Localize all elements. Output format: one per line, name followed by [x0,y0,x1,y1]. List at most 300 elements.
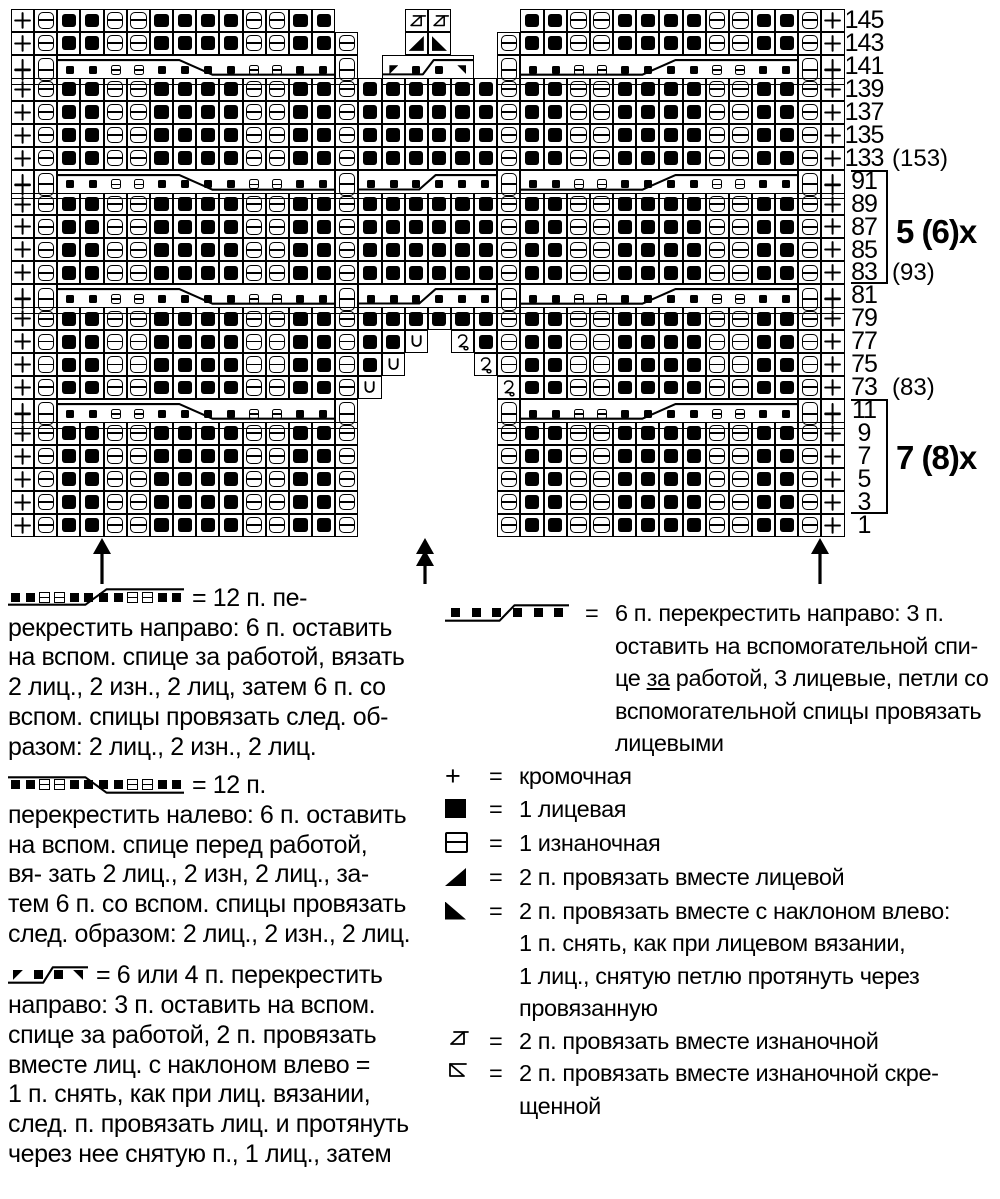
cell-yarnover [358,376,381,399]
cell-knit [613,330,636,353]
cell-knit [405,307,428,330]
purl-square-icon [38,448,54,464]
knit-square-icon [386,82,400,96]
knit-square-icon [224,36,238,50]
cell-knit [775,330,798,353]
cell-knit [752,124,775,147]
purl-square-icon [107,35,123,51]
legend-symbol [445,793,489,827]
mini-knit-icon [690,295,698,303]
knit-square-icon [85,472,99,486]
mini-knit-icon [412,295,420,303]
mini-knit-icon [621,66,629,74]
empty-space [497,9,520,32]
knit-square-icon [154,266,168,280]
empty-space [474,514,497,537]
purl-square-icon [732,334,748,350]
cell-purl [104,32,127,55]
row-number-3: 3 [857,487,871,516]
knit-square-icon [62,266,76,280]
cell-knit [150,101,173,124]
purl-square-icon [732,219,748,235]
cell-purl [706,32,729,55]
cell-knit [659,32,682,55]
knit-square-icon [201,335,215,349]
purl-square-icon [802,379,818,395]
cell-knit [683,491,706,514]
cell-purl [127,422,150,445]
cell-knit [57,78,80,101]
purl-square-icon [709,425,725,441]
knit-square-icon [525,151,539,165]
cell-knit [289,445,312,468]
cell-purl [104,330,127,353]
purl-square-icon [107,356,123,372]
knit-square-icon [618,449,632,463]
row-number-5: 5 [857,465,871,493]
repeat-count-label: 7 (8)x [896,439,977,476]
knit-square-icon [85,82,99,96]
knit-square-icon [525,381,539,395]
purl-square-icon [269,379,285,395]
cell-purl [266,215,289,238]
cell-knit [775,261,798,284]
mini-knit-icon [367,180,375,188]
chart-row-87 [11,215,845,238]
knit-square-icon [757,495,771,509]
knit-square-icon [178,105,192,119]
cable-6-right-icon [445,601,569,625]
cell-knit [752,261,775,284]
knit-square-icon [618,266,632,280]
legend-item [445,1025,997,1058]
empty-space [474,445,497,468]
cell-purl [34,422,57,445]
knit-square-icon [178,472,192,486]
knit-square-icon [641,472,655,486]
cell-knit [312,468,335,491]
knit-square-icon [479,82,493,96]
cell-knit [382,193,405,216]
cell-knit [150,193,173,216]
purl-square-icon [38,12,54,28]
cell-knit [683,514,706,537]
cell-knit [150,468,173,491]
knit-square-icon [154,36,168,50]
empty-space [358,422,381,445]
empty-space [451,422,474,445]
cell-knit [683,307,706,330]
cell-knit [358,101,381,124]
knit-square-icon [201,312,215,326]
cell-twisted-loop [474,353,497,376]
cell-purl [798,9,821,32]
knit-square-icon [409,220,423,234]
cell-knit [405,147,428,170]
up-arrow-icon [88,538,116,584]
cell-purl [104,353,127,376]
knit-square-icon [618,472,632,486]
knit-square-icon [386,197,400,211]
cell-knit [636,193,659,216]
knit-square-icon [618,312,632,326]
cell-knit [312,514,335,537]
mini-knit-icon [667,66,675,74]
mini-knit-icon [66,410,74,418]
legend-text-line: след. п. провязать лиц. и протянуть [8,1109,409,1138]
cell-knit [659,147,682,170]
empty-space [405,353,428,376]
purl-square-icon [130,494,146,510]
knit-square-icon [178,335,192,349]
knit-square-icon [201,243,215,257]
mini-purl-icon [134,179,144,189]
mini-purl-icon [597,409,607,419]
cell-purl [266,376,289,399]
cell-knit [173,422,196,445]
equals-sign: = [489,762,503,789]
cell-knit [405,215,428,238]
knit-square-icon [224,220,238,234]
empty-space [382,422,405,445]
mini-knit-icon [458,180,466,188]
cell-purl [127,193,150,216]
cell-knit [752,445,775,468]
cell-knit [544,238,567,261]
cell-knit [289,514,312,537]
mini-purl-icon [574,294,584,304]
cell-knit [80,215,103,238]
cell-purl [706,445,729,468]
purl-square-icon [802,334,818,350]
knit-square-icon [525,312,539,326]
cell-purl [590,422,613,445]
cell-knit [289,491,312,514]
chart-row-3 [11,491,845,514]
purl-square-icon [501,104,517,120]
mini-knit-icon [204,295,212,303]
knit-square-icon [85,243,99,257]
knit-square-icon [780,220,794,234]
cell-purl [34,376,57,399]
mini-knit-icon [667,295,675,303]
cell-knit [312,307,335,330]
mini-knit-icon [181,66,189,74]
cell-purl [706,147,729,170]
cell-knit [775,353,798,376]
cell-selvedge [11,353,34,376]
knit-square-icon [780,151,794,165]
cell-knit [57,307,80,330]
cell-knit [636,422,659,445]
cell-purl [706,468,729,491]
legend-item [445,597,997,760]
purl-square-icon [107,242,123,258]
mini-knit-icon [319,295,327,303]
cell-purl [567,147,590,170]
mini-knit-icon [458,295,466,303]
knit-square-icon [780,449,794,463]
cell-purl [798,261,821,284]
knit-square-icon [178,243,192,257]
knit-square-icon [641,381,655,395]
knit-square-icon [85,449,99,463]
legend-text-line: через нее снятую п., 1 лиц., затем [8,1139,392,1168]
cell-knit [173,9,196,32]
cell-knit [520,32,543,55]
knit-square-icon [641,14,655,28]
knit-square-icon [62,82,76,96]
cell-purl [567,353,590,376]
cell-knit [752,78,775,101]
cell-purl [798,514,821,537]
cell-knit [289,238,312,261]
cell-purl [243,101,266,124]
purl-square-icon [709,471,725,487]
purl-square-icon [246,219,262,235]
cell-knit [775,78,798,101]
knit-square-icon [178,128,192,142]
cell-knit [683,376,706,399]
cell-k2tog [405,32,428,55]
cell-knit [196,422,219,445]
knit-square-icon [62,220,76,234]
legend-text-line: на вспом. спице за работой, вязать [8,643,405,672]
knit-square-icon [664,426,678,440]
row-number-145: 145 [844,6,884,34]
purl-square-icon [339,517,355,533]
knit-square-icon [780,14,794,28]
cell-knit [636,78,659,101]
knit-square-icon [445,799,466,818]
cell-knit [196,491,219,514]
knit-square-icon [641,220,655,234]
purl-square-icon [107,12,123,28]
cell-purl [706,376,729,399]
cell-purl [266,261,289,284]
knit-square-icon [687,36,701,50]
mini-knit-icon [89,66,97,74]
cell-knit [659,78,682,101]
cell-knit [520,78,543,101]
knit-square-icon [664,335,678,349]
purl-square-icon [732,265,748,281]
knit-square-icon [317,312,331,326]
purl-square-icon [732,379,748,395]
cell-purl [567,261,590,284]
cell-knit [775,422,798,445]
row-number-1: 1 [857,510,871,539]
cell-purl [567,422,590,445]
knit-square-icon [85,220,99,234]
cell-knit [173,376,196,399]
cell-knit [474,238,497,261]
mini-knit-icon [66,66,74,74]
cell-purl [567,238,590,261]
purl-square-icon [501,356,517,372]
knit-square-icon [317,335,331,349]
purl-square-icon [732,150,748,166]
legend-text-line: = 12 п. [8,771,442,801]
cell-purl [706,9,729,32]
cell-purl [497,330,520,353]
cell-knit [405,261,428,284]
knit-square-icon [178,358,192,372]
legend-text-line: 2 лиц., 2 изн., 2 лиц, затем 6 п. со [8,673,386,702]
cell-knit [80,468,103,491]
purl-square-icon [107,448,123,464]
knit-square-icon [201,220,215,234]
mini-knit-icon [227,410,235,418]
knit-square-icon [525,128,539,142]
cell-knit [520,238,543,261]
legend-description: 2 п. провязать вместе изнаночной [519,1027,879,1054]
legend-description: 2 п. провязать вместе с наклоном влево: 1 п. снять, как при лицевом вязании, 1 лиц., снятую петлю протянуть через провязанную [519,897,950,1021]
chart-row-7 [11,445,845,468]
purl-square-icon [246,334,262,350]
cell-knit [150,353,173,376]
chart-row-1 [11,514,845,537]
knit-square-icon [618,518,632,532]
purl-square-icon [130,356,146,372]
empty-space [474,32,497,55]
cell-purl [798,330,821,353]
empty-space [451,514,474,537]
purl-square-icon [269,265,285,281]
mini-purl-icon [272,65,282,75]
purl-square-icon [130,12,146,28]
mini-knit-icon [667,410,675,418]
cell-knit [219,147,242,170]
mini-knit-icon [158,295,166,303]
knit-square-icon [687,82,701,96]
chart-row-11 [11,399,845,422]
mini-knit-icon [412,180,420,188]
cell-purl [266,238,289,261]
purl-square-icon [501,196,517,212]
row-number-133: 133 [844,143,884,172]
cell-knit [613,78,636,101]
purl-square-icon [593,265,609,281]
cell-knit [544,261,567,284]
p2tog-triangle-icon [445,1025,470,1049]
cell-knit [57,9,80,32]
cell-purl [34,307,57,330]
row-number-135: 135 [844,120,884,149]
cell-purl [243,376,266,399]
purl-square-icon [38,379,54,395]
cell-knit [451,193,474,216]
knit-square-icon [757,266,771,280]
knit-square-icon [293,36,307,50]
cell-purl [243,330,266,353]
knit-square-icon [525,358,539,372]
legend-item [445,861,997,895]
mini-purl-icon [712,65,722,75]
knit-square-icon [664,312,678,326]
purl-square-icon [593,356,609,372]
mini-knit-icon [481,180,489,188]
mini-purl-icon [134,409,144,419]
cell-knit [312,215,335,238]
knit-square-icon [757,36,771,50]
knit-square-icon [409,197,423,211]
purl-square-icon [709,127,725,143]
cell-knit [636,468,659,491]
knit-square-icon [293,449,307,463]
mini-knit-icon [319,410,327,418]
knit-square-icon [317,220,331,234]
knit-square-icon [687,426,701,440]
knit-square-icon [178,426,192,440]
cell-knit [358,215,381,238]
purl-square-icon [246,104,262,120]
mini-purl-icon [735,65,745,75]
empty-space [428,422,451,445]
cell-knit [80,32,103,55]
cell-knit [659,101,682,124]
mini-knit-icon [204,66,212,74]
cell-knit [312,101,335,124]
cell-knit [80,353,103,376]
cell-purl [729,330,752,353]
cell-knit [520,101,543,124]
cell-purl [34,193,57,216]
cell-purl [243,514,266,537]
knit-square-icon [154,449,168,463]
purl-square-icon [570,219,586,235]
legend-text-line: разом: 2 лиц., 2 изн., 2 лиц. [8,732,317,761]
chart-row-85 [11,238,845,261]
cell-purl [798,376,821,399]
cell-knit [752,491,775,514]
knit-square-icon [224,151,238,165]
cell-knit [312,238,335,261]
cell-knit [150,78,173,101]
cell-knit [520,9,543,32]
cell-knit [358,330,381,353]
chart-row-75 [11,353,845,376]
purl-square-icon [339,471,355,487]
purl-square-icon [501,334,517,350]
knit-square-icon [62,151,76,165]
cell-purl [590,238,613,261]
cell-twisted-loop [451,330,474,353]
mini-purl-icon [597,294,607,304]
knit-square-icon [62,36,76,50]
cell-purl [497,101,520,124]
cable-12-right-icon [8,585,184,609]
knit-square-icon [224,381,238,395]
cell-purl [567,445,590,468]
knit-square-icon [224,312,238,326]
knit-square-icon [641,335,655,349]
mini-knit-icon [529,410,537,418]
cell-knit [683,238,706,261]
cell-selvedge [11,422,34,445]
knit-square-icon [687,449,701,463]
mini-purl-icon [134,65,144,75]
cell-knit [474,78,497,101]
mini-knit-icon [181,410,189,418]
cell-purl [104,238,127,261]
purl-square-icon [269,150,285,166]
empty-space [358,9,381,32]
cell-purl [798,445,821,468]
cell-knit [358,238,381,261]
knit-square-icon [664,197,678,211]
row-number-89: 89 [851,189,877,218]
